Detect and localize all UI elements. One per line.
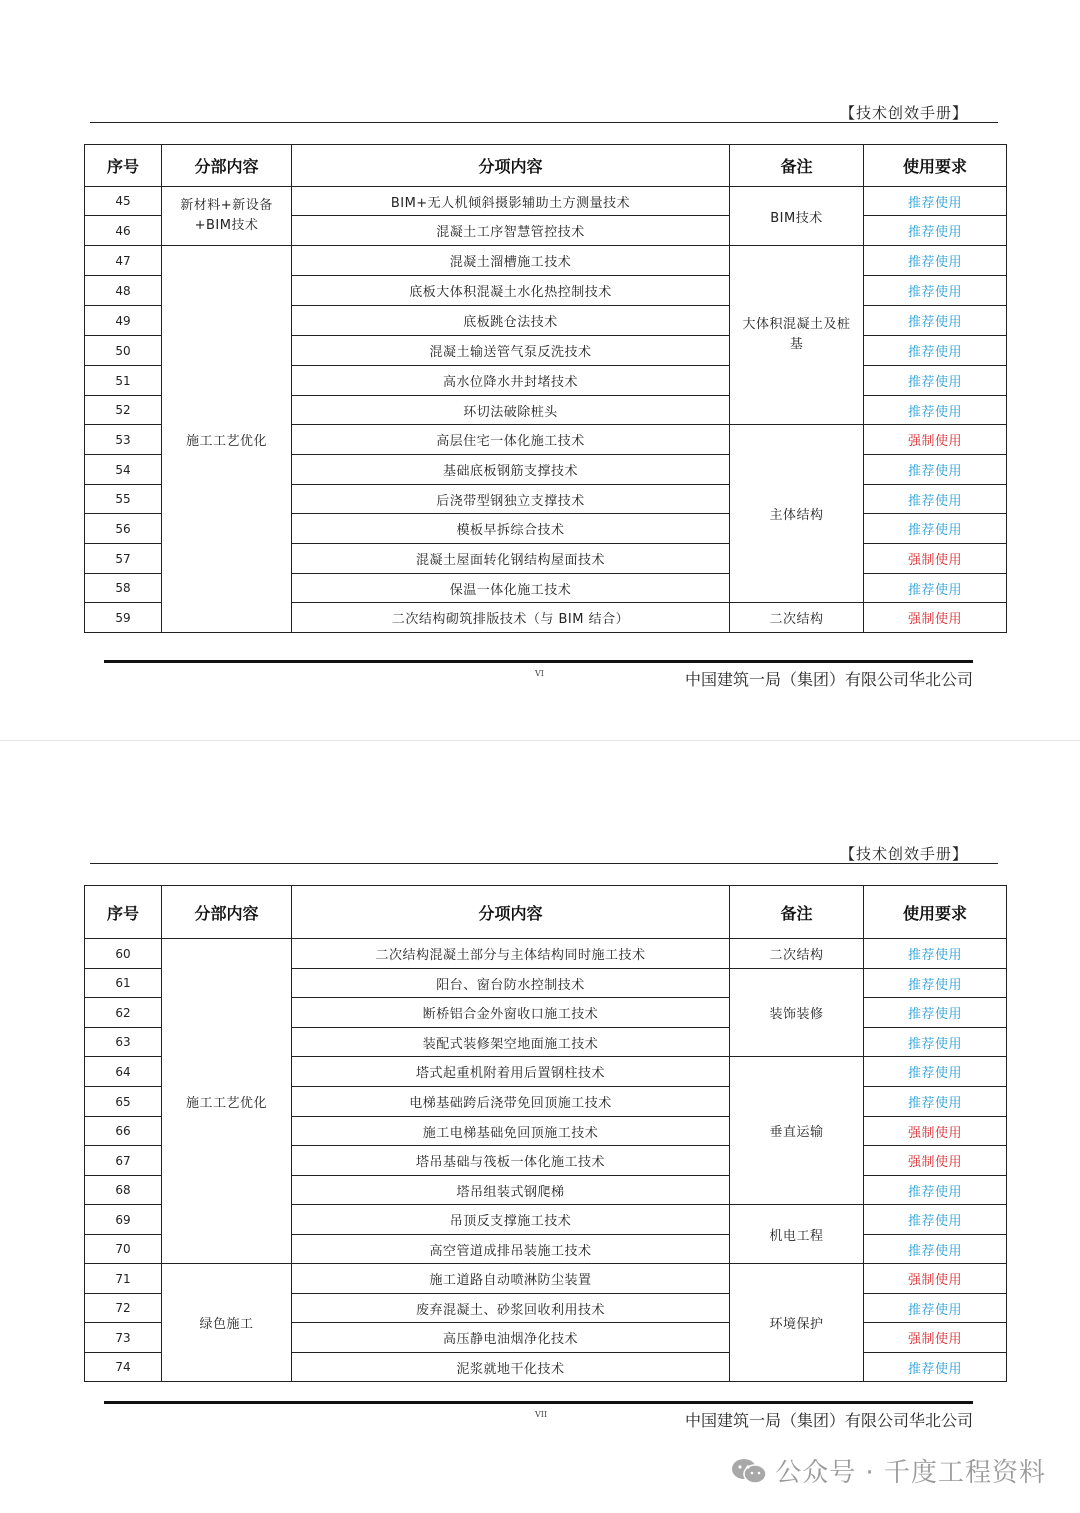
table-row (85, 939, 1007, 969)
row-item: 吊顶反支撑施工技术 (292, 1205, 730, 1235)
row-seq: 67 (85, 1146, 162, 1176)
column-header-note: 备注 (730, 886, 864, 939)
row-seq: 47 (85, 246, 162, 276)
row-seq: 50 (85, 336, 162, 366)
division-cell: 施工工艺优化 (162, 246, 292, 633)
column-header-note: 备注 (730, 145, 864, 187)
watermark-text: 公众号 · 千度工程资料 (775, 1458, 1046, 1488)
requirement-badge: 推荐使用 (864, 1176, 1007, 1205)
requirement-badge: 推荐使用 (864, 455, 1007, 485)
requirement-badge: 推荐使用 (864, 998, 1007, 1028)
row-seq: 57 (85, 544, 162, 574)
note-cell: 垂直运输 (730, 1057, 864, 1205)
row-seq: 55 (85, 485, 162, 514)
row-item: 基础底板钢筋支撑技术 (292, 455, 730, 485)
header-rule (90, 863, 998, 864)
requirement-badge: 推荐使用 (864, 574, 1007, 603)
row-seq: 51 (85, 366, 162, 396)
row-item: 高层住宅一体化施工技术 (292, 425, 730, 455)
table-row (85, 1264, 1007, 1294)
row-seq: 48 (85, 276, 162, 306)
requirement-badge: 强制使用 (864, 1264, 1007, 1294)
footer-rule (104, 1401, 973, 1404)
requirement-badge: 推荐使用 (864, 1205, 1007, 1235)
row-item: 高压静电油烟净化技术 (292, 1323, 730, 1353)
requirement-badge: 推荐使用 (864, 1057, 1007, 1087)
row-seq: 45 (85, 187, 162, 216)
row-item: 高水位降水井封堵技术 (292, 366, 730, 396)
page-vii (0, 741, 1080, 1481)
row-item: 阳台、窗台防水控制技术 (292, 969, 730, 998)
table-row (85, 246, 1007, 276)
row-item: 施工道路自动喷淋防尘装置 (292, 1264, 730, 1294)
row-item: 二次结构砌筑排版技术（与 BIM 结合） (292, 603, 730, 633)
footer-company: 中国建筑一局（集团）有限公司华北公司 (684, 1411, 973, 1430)
requirement-badge: 推荐使用 (864, 514, 1007, 544)
header-title: 【技术创效手册】 (839, 845, 968, 863)
row-item: 装配式装修架空地面施工技术 (292, 1028, 730, 1057)
page-vi (0, 0, 1080, 740)
row-item: 底板跳仓法技术 (292, 306, 730, 336)
column-header-item: 分项内容 (292, 145, 730, 187)
row-seq: 71 (85, 1264, 162, 1294)
requirement-badge: 强制使用 (864, 1146, 1007, 1176)
row-item: 后浇带型钢独立支撑技术 (292, 485, 730, 514)
division-cell: 施工工艺优化 (162, 939, 292, 1264)
row-item: 施工电梯基础免回顶施工技术 (292, 1117, 730, 1146)
requirement-badge: 推荐使用 (864, 1235, 1007, 1264)
note-cell: BIM技术 (730, 187, 864, 246)
table-header-row (85, 886, 1007, 939)
requirement-badge: 推荐使用 (864, 187, 1007, 216)
row-seq: 70 (85, 1235, 162, 1264)
requirement-badge: 推荐使用 (864, 939, 1007, 969)
row-seq: 61 (85, 969, 162, 998)
row-item: 二次结构混凝土部分与主体结构同时施工技术 (292, 939, 730, 969)
row-seq: 52 (85, 396, 162, 425)
note-cell: 装饰装修 (730, 969, 864, 1057)
row-seq: 69 (85, 1205, 162, 1235)
row-item: 泥浆就地干化技术 (292, 1353, 730, 1382)
row-seq: 62 (85, 998, 162, 1028)
column-header-item: 分项内容 (292, 886, 730, 939)
requirement-badge: 推荐使用 (864, 1087, 1007, 1117)
tech-table (84, 885, 1007, 1382)
row-item: 混凝土屋面转化钢结构屋面技术 (292, 544, 730, 574)
requirement-badge: 强制使用 (864, 544, 1007, 574)
row-item: 塔式起重机附着用后置钢柱技术 (292, 1057, 730, 1087)
row-item: BIM+无人机倾斜摄影辅助土方测量技术 (292, 187, 730, 216)
row-seq: 58 (85, 574, 162, 603)
row-seq: 74 (85, 1353, 162, 1382)
requirement-badge: 推荐使用 (864, 306, 1007, 336)
note-cell: 环境保护 (730, 1264, 864, 1382)
row-item: 环切法破除桩头 (292, 396, 730, 425)
row-item: 底板大体积混凝土水化热控制技术 (292, 276, 730, 306)
table-row (85, 187, 1007, 216)
row-seq: 46 (85, 216, 162, 246)
note-cell: 主体结构 (730, 425, 864, 603)
row-item: 混凝土溜槽施工技术 (292, 246, 730, 276)
footer-company: 中国建筑一局（集团）有限公司华北公司 (684, 670, 973, 689)
division-cell: 新材料+新设备+BIM技术 (162, 187, 292, 246)
row-seq: 49 (85, 306, 162, 336)
row-item: 保温一体化施工技术 (292, 574, 730, 603)
row-item: 废弃混凝土、砂浆回收利用技术 (292, 1294, 730, 1323)
row-item: 断桥铝合金外窗收口施工技术 (292, 998, 730, 1028)
row-item: 模板早拆综合技术 (292, 514, 730, 544)
row-seq: 65 (85, 1087, 162, 1117)
row-seq: 60 (85, 939, 162, 969)
note-cell: 二次结构 (730, 939, 864, 969)
row-item: 高空管道成排吊装施工技术 (292, 1235, 730, 1264)
row-seq: 56 (85, 514, 162, 544)
column-header-division: 分部内容 (162, 145, 292, 187)
header-rule (90, 122, 998, 123)
requirement-badge: 推荐使用 (864, 1294, 1007, 1323)
note-cell: 二次结构 (730, 603, 864, 633)
footer-rule (104, 660, 973, 663)
row-seq: 66 (85, 1117, 162, 1146)
row-seq: 54 (85, 455, 162, 485)
page-number: VI (535, 669, 544, 678)
requirement-badge: 推荐使用 (864, 485, 1007, 514)
requirement-badge: 推荐使用 (864, 1028, 1007, 1057)
table-header-row (85, 145, 1007, 187)
division-cell: 绿色施工 (162, 1264, 292, 1382)
requirement-badge: 推荐使用 (864, 969, 1007, 998)
column-header-seq: 序号 (85, 145, 162, 187)
column-header-requirement: 使用要求 (864, 145, 1007, 187)
row-item: 混凝土工序智慧管控技术 (292, 216, 730, 246)
note-cell: 大体积混凝土及桩基 (730, 246, 864, 425)
requirement-badge: 推荐使用 (864, 396, 1007, 425)
requirement-badge: 强制使用 (864, 1117, 1007, 1146)
row-item: 塔吊组装式钢爬梯 (292, 1176, 730, 1205)
column-header-requirement: 使用要求 (864, 886, 1007, 939)
row-seq: 68 (85, 1176, 162, 1205)
wechat-icon (731, 1458, 767, 1484)
row-item: 混凝土输送管气泵反洗技术 (292, 336, 730, 366)
requirement-badge: 推荐使用 (864, 246, 1007, 276)
requirement-badge: 强制使用 (864, 1323, 1007, 1353)
tech-table (84, 144, 1007, 633)
note-cell: 机电工程 (730, 1205, 864, 1264)
column-header-seq: 序号 (85, 886, 162, 939)
row-seq: 73 (85, 1323, 162, 1353)
row-item: 塔吊基础与筏板一体化施工技术 (292, 1146, 730, 1176)
requirement-badge: 推荐使用 (864, 1353, 1007, 1382)
requirement-badge: 推荐使用 (864, 366, 1007, 396)
requirement-badge: 推荐使用 (864, 276, 1007, 306)
row-item: 电梯基础跨后浇带免回顶施工技术 (292, 1087, 730, 1117)
requirement-badge: 推荐使用 (864, 216, 1007, 246)
page-number: VII (535, 1410, 548, 1419)
requirement-badge: 强制使用 (864, 425, 1007, 455)
requirement-badge: 推荐使用 (864, 336, 1007, 366)
requirement-badge: 强制使用 (864, 603, 1007, 633)
header-title: 【技术创效手册】 (839, 104, 968, 122)
watermark (731, 1452, 1046, 1489)
row-seq: 72 (85, 1294, 162, 1323)
row-seq: 59 (85, 603, 162, 633)
row-seq: 53 (85, 425, 162, 455)
row-seq: 63 (85, 1028, 162, 1057)
column-header-division: 分部内容 (162, 886, 292, 939)
row-seq: 64 (85, 1057, 162, 1087)
